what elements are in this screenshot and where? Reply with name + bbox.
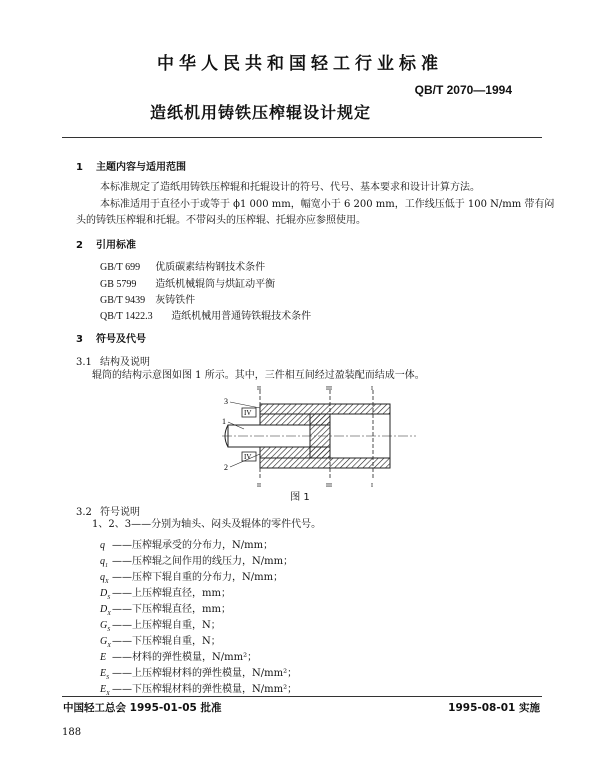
roll-body-bottom — [260, 458, 390, 468]
reference-title: 造纸机械辊筒与烘缸动平衡 — [155, 279, 276, 290]
reference-item — [100, 307, 311, 322]
reference-item — [100, 275, 275, 290]
symbol-row — [100, 632, 221, 649]
reference-item — [100, 258, 265, 273]
symbol-desc: ——下压榨辊材料的弹性模量，N/mm²； — [112, 684, 298, 695]
figure-caption: 图 1 — [290, 492, 310, 503]
section-1-para-1: 本标准规定了造纸用铸铁压榨辊和托辊设计的符号、代号、基本要求和设计计算方法。 — [100, 182, 480, 193]
symbol-intro: 1、2、3——分别为轴头、闷头及辊体的零件代号。 — [92, 519, 322, 530]
section-2-heading — [76, 236, 136, 251]
page-number: 188 — [62, 727, 82, 738]
symbol: q — [100, 540, 105, 551]
label-II-top: II — [257, 386, 261, 392]
label-I-top: I — [371, 386, 373, 392]
footer-rule — [62, 696, 542, 697]
reference-code: QB/T 1422.3 — [100, 311, 153, 322]
symbol: E — [100, 652, 107, 663]
subsection-number: 3.2 — [76, 507, 92, 518]
subsection-title: 符号说明 — [100, 507, 140, 518]
document-title: 造纸机用铸铁压榨辊设计规定 — [150, 103, 372, 122]
subsection-3-2-heading — [76, 503, 140, 518]
section-number: 1 — [76, 162, 83, 173]
section-title: 符号及代号 — [96, 334, 146, 345]
symbol-row — [100, 552, 293, 569]
label-IV: IV — [244, 409, 252, 417]
header-rule — [62, 137, 542, 138]
symbol-row — [100, 600, 231, 617]
symbol: $G_S$ — [100, 620, 111, 633]
symbol: $q_X$ — [100, 572, 109, 585]
standard-code: QB/T 2070—1994 — [414, 83, 512, 97]
symbol-row — [100, 568, 283, 585]
section-1-heading — [76, 158, 186, 173]
reference-title: 造纸机械用普通铸铁辊技术条件 — [171, 311, 312, 322]
symbol-desc: ——下压榨辊直径，mm； — [112, 604, 231, 615]
symbol-desc: ——压榨下辊自重的分布力，N/mm； — [112, 572, 284, 583]
symbol-desc: ——压榨辊承受的分布力，N/mm； — [112, 540, 274, 551]
section-number: 3 — [76, 334, 83, 345]
label-III-bottom: III — [326, 483, 332, 488]
label-IV: IV — [244, 453, 252, 461]
symbol-desc: ——材料的弹性模量，N/mm²； — [112, 652, 258, 663]
symbol: $q_1$ — [100, 556, 108, 569]
label-III-top: III — [326, 386, 332, 392]
symbol-desc: ——下压榨辊自重，N； — [112, 636, 221, 647]
symbol: $E_X$ — [100, 684, 110, 697]
symbol-row — [100, 664, 297, 681]
reference-title: 优质碳素结构钢技术条件 — [155, 262, 266, 273]
symbol: $E_S$ — [100, 668, 110, 681]
section-1-para-2-line-2: 头的铸铁压榨辊和托辊。不带闷头的压榨辊、托辊亦应参照使用。 — [76, 215, 366, 226]
section-3-heading — [76, 330, 146, 345]
symbol-row — [100, 616, 221, 633]
leader-3 — [230, 402, 260, 408]
roll-structure-figure — [220, 384, 420, 488]
subsection-number: 3.1 — [76, 357, 92, 368]
symbol-desc: ——压榨辊之间作用的线压力，N/mm； — [112, 556, 294, 567]
section-title: 引用标准 — [96, 240, 136, 251]
label-part-3: 3 — [224, 397, 228, 406]
reference-title: 灰铸铁件 — [155, 295, 196, 306]
symbol: $D_S$ — [100, 588, 111, 601]
label-I-bottom: I — [371, 483, 373, 488]
section-1-para-2-line-1: 本标准适用于直径小于或等于 ϕ1 000 mm，幅宽小于 6 200 mm，工作线压低于 100 N/mm 带有闷 — [100, 199, 555, 210]
subsection-title: 结构及说明 — [100, 357, 150, 368]
reference-code: GB/T 9439 — [100, 295, 146, 306]
symbol-row — [100, 536, 273, 551]
symbol-desc: ——上压榨辊直径，mm； — [112, 588, 231, 599]
symbol-row — [100, 680, 297, 697]
effective-date: 1995-08-01 实施 — [448, 702, 540, 714]
symbol-desc: ——上压榨辊自重，N； — [112, 620, 221, 631]
section-number: 2 — [76, 240, 83, 251]
symbol-desc: ——上压榨辊材料的弹性模量，N/mm²； — [112, 668, 298, 679]
label-II-bottom: II — [257, 483, 261, 488]
subsection-3-1-heading — [76, 353, 150, 368]
roll-body-top — [260, 404, 390, 414]
reference-code: GB/T 699 — [100, 262, 141, 273]
reference-item — [100, 291, 195, 306]
symbol: $D_X$ — [100, 604, 111, 617]
subsection-3-1-text: 辊筒的结构示意图如图 1 所示。其中，三件相互间经过盈装配而结成一体。 — [92, 370, 425, 381]
symbol-row — [100, 648, 257, 663]
symbol: $G_X$ — [100, 636, 111, 649]
organization-title: 中华人民共和国轻工行业标准 — [157, 54, 443, 74]
approval-date: 中国轻工总会 1995-01-05 批准 — [63, 702, 222, 714]
symbol-row — [100, 584, 231, 601]
section-title: 主题内容与适用范围 — [96, 162, 186, 173]
reference-code: GB 5799 — [100, 279, 137, 290]
label-part-1: 1 — [222, 417, 226, 426]
label-part-2: 2 — [224, 463, 228, 472]
